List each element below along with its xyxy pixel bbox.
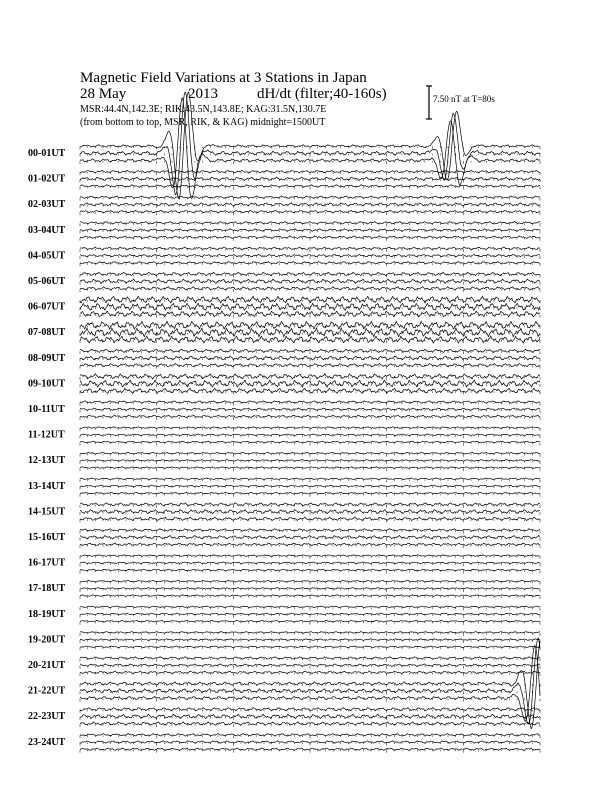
minute-ticks bbox=[80, 622, 540, 625]
minute-ticks bbox=[80, 487, 540, 490]
hour-label: 07-08UT bbox=[28, 327, 66, 339]
minute-ticks bbox=[80, 359, 540, 362]
minute-ticks bbox=[80, 743, 540, 746]
minute-ticks bbox=[80, 403, 540, 406]
chart-title: Magnetic Field Variations at 3 Stations in Japan bbox=[80, 70, 367, 86]
minute-ticks bbox=[80, 582, 540, 585]
station-coordinates: MSR:44.4N,142.3E; RIK:43.5N,143.8E; KAG:31.5N,130.7E bbox=[80, 104, 327, 115]
hour-label: 12-13UT bbox=[28, 455, 66, 467]
hour-label: 01-02UT bbox=[28, 173, 66, 185]
hour-label: 15-16UT bbox=[28, 532, 66, 543]
trace-line bbox=[80, 92, 540, 198]
chart-quantity: dH/dt (filter;40-160s) bbox=[257, 86, 387, 102]
hour-label: 04-05UT bbox=[28, 250, 66, 262]
minute-ticks bbox=[80, 366, 540, 369]
minute-ticks bbox=[80, 333, 540, 336]
minute-ticks bbox=[80, 666, 540, 669]
minute-ticks bbox=[80, 640, 540, 643]
minute-ticks bbox=[80, 505, 540, 508]
hour-label: 19-20UT bbox=[28, 634, 66, 646]
minute-ticks bbox=[80, 461, 540, 464]
minute-ticks bbox=[80, 249, 540, 252]
minute-ticks bbox=[80, 545, 540, 548]
minute-ticks bbox=[80, 187, 540, 190]
chart-date: 28 May bbox=[80, 86, 127, 102]
hour-label: 23-24UT bbox=[28, 736, 66, 748]
minute-ticks bbox=[80, 263, 540, 266]
hour-label: 10-11UT bbox=[28, 404, 65, 415]
minute-ticks bbox=[80, 673, 540, 676]
hour-label: 00-01UT bbox=[28, 148, 66, 159]
minute-ticks bbox=[80, 494, 540, 497]
minute-ticks bbox=[80, 307, 540, 310]
minute-ticks bbox=[80, 724, 540, 727]
minute-ticks bbox=[80, 417, 540, 420]
minute-ticks bbox=[80, 659, 540, 662]
minute-ticks bbox=[80, 231, 540, 234]
minute-ticks bbox=[80, 717, 540, 720]
minute-ticks bbox=[80, 443, 540, 446]
minute-ticks bbox=[80, 198, 540, 201]
minute-ticks bbox=[80, 300, 540, 303]
minute-ticks bbox=[80, 647, 540, 650]
minute-ticks bbox=[80, 410, 540, 413]
minute-ticks bbox=[80, 710, 540, 713]
minute-ticks bbox=[80, 212, 540, 215]
minute-ticks bbox=[80, 256, 540, 259]
minute-ticks bbox=[80, 172, 540, 175]
minute-ticks bbox=[80, 735, 540, 738]
hour-label: 08-09UT bbox=[28, 352, 66, 364]
hour-label: 13-14UT bbox=[28, 480, 66, 492]
minute-ticks bbox=[80, 633, 540, 636]
minute-ticks bbox=[80, 699, 540, 702]
minute-ticks bbox=[80, 556, 540, 559]
minute-ticks bbox=[80, 589, 540, 592]
hour-label: 09-10UT bbox=[28, 378, 66, 390]
hour-label: 18-19UT bbox=[28, 608, 66, 620]
minute-ticks bbox=[80, 377, 540, 380]
chart-year: 2013 bbox=[188, 86, 218, 102]
minute-ticks bbox=[80, 563, 540, 566]
hour-label: 06-07UT bbox=[28, 301, 66, 313]
hour-label: 21-22UT bbox=[28, 685, 66, 697]
minute-ticks bbox=[80, 435, 540, 438]
hour-label: 20-21UT bbox=[28, 660, 66, 671]
hour-label: 22-23UT bbox=[28, 711, 66, 723]
minute-ticks bbox=[80, 282, 540, 285]
minute-ticks bbox=[80, 351, 540, 354]
minute-ticks bbox=[80, 512, 540, 515]
minute-ticks bbox=[80, 161, 540, 164]
minute-ticks bbox=[80, 468, 540, 471]
hour-label: 16-17UT bbox=[28, 557, 66, 569]
minute-ticks bbox=[80, 479, 540, 482]
minute-ticks bbox=[80, 326, 540, 329]
minute-ticks bbox=[80, 179, 540, 182]
minute-ticks bbox=[80, 223, 540, 226]
minute-ticks bbox=[80, 428, 540, 431]
minute-ticks bbox=[80, 691, 540, 694]
minute-ticks bbox=[80, 538, 540, 541]
minute-ticks bbox=[80, 615, 540, 618]
hour-label: 03-04UT bbox=[28, 224, 66, 236]
minute-ticks bbox=[80, 391, 540, 394]
hour-label: 02-03UT bbox=[28, 199, 66, 211]
hour-label: 11-12UT bbox=[28, 429, 65, 441]
minute-ticks bbox=[80, 275, 540, 278]
minute-ticks bbox=[80, 750, 540, 753]
minute-ticks bbox=[80, 315, 540, 318]
minute-ticks bbox=[80, 571, 540, 574]
minute-ticks bbox=[80, 519, 540, 522]
minute-ticks bbox=[80, 531, 540, 534]
minute-ticks bbox=[80, 384, 540, 387]
minute-ticks bbox=[80, 607, 540, 610]
hour-label: 14-15UT bbox=[28, 506, 66, 518]
scale-bar-label: 7.50 nT at T=80s bbox=[433, 94, 495, 104]
minute-ticks bbox=[80, 596, 540, 599]
minute-ticks bbox=[80, 238, 540, 241]
minute-ticks bbox=[80, 289, 540, 292]
hour-label: 05-06UT bbox=[28, 276, 66, 287]
minute-ticks bbox=[80, 340, 540, 343]
minute-ticks bbox=[80, 205, 540, 208]
minute-ticks bbox=[80, 684, 540, 687]
hour-label: 17-18UT bbox=[28, 583, 66, 595]
station-order-note: (from bottom to top, MSR, RIK, & KAG) midnight=1500UT bbox=[80, 117, 326, 128]
minute-ticks bbox=[80, 454, 540, 457]
